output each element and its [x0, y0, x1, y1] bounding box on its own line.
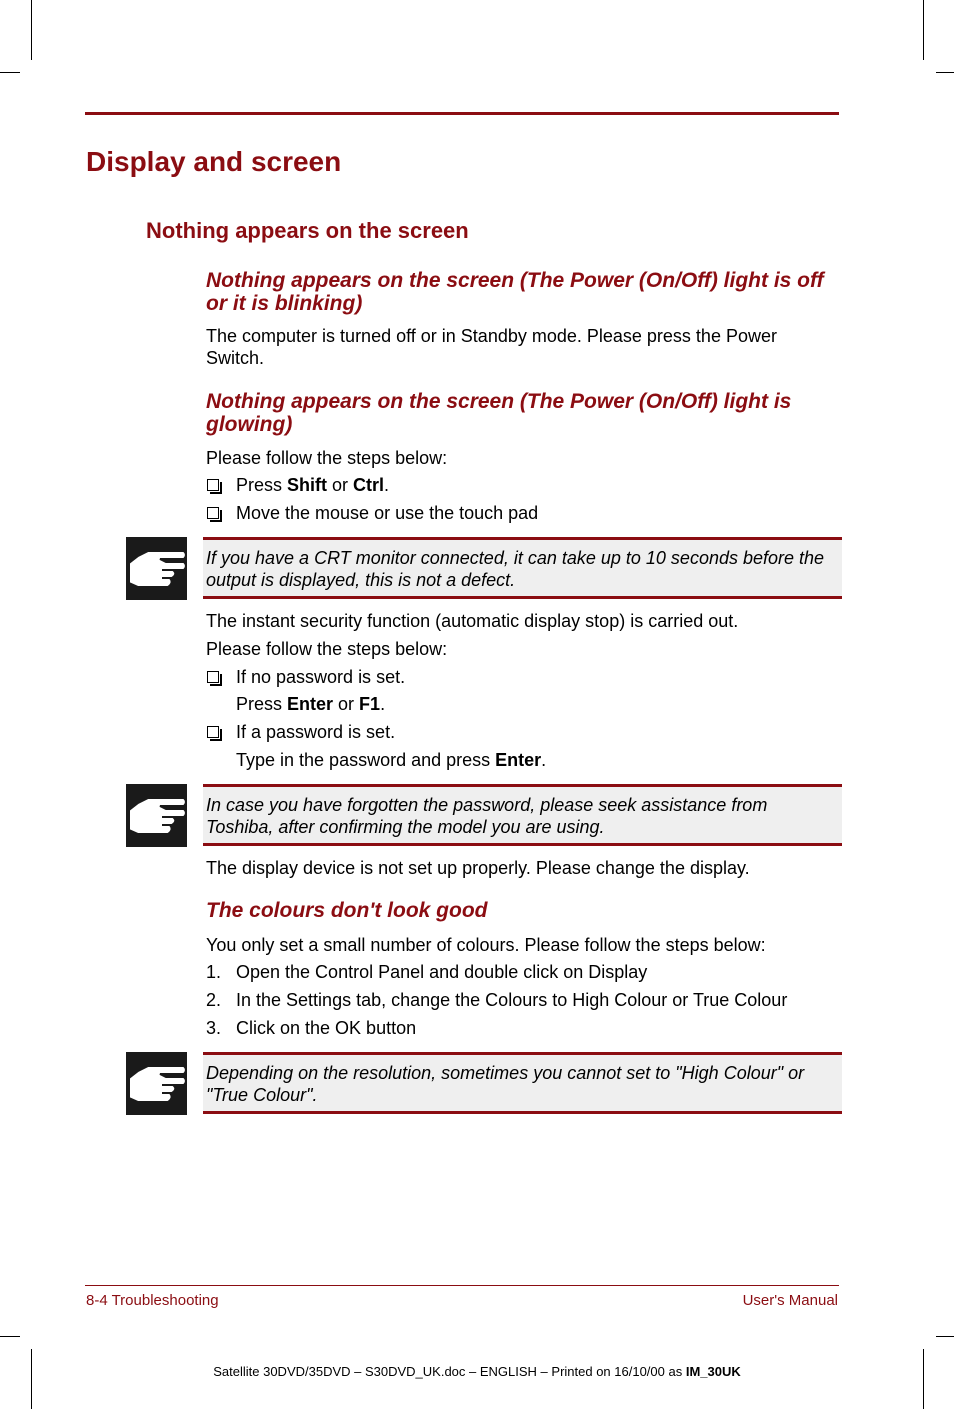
step-number: 3. [206, 1018, 222, 1038]
checkbox-bullet-icon [207, 671, 219, 683]
pointing-hand-icon [126, 1052, 187, 1115]
note-text: If you have a CRT monitor connected, it can take up to 10 seconds before the output is displayed, this is not a defect. [206, 548, 825, 590]
checkbox-bullet-icon [207, 726, 219, 738]
paragraph-security: The instant security function (automatic display stop) is carried out. [206, 611, 739, 631]
list-item-detail: Type in the password and press Enter. [236, 750, 547, 770]
pointing-hand-icon [126, 784, 187, 847]
step-text: In the Settings tab, change the Colours to High Colour or True Colour [236, 990, 788, 1010]
list-item-detail: Press Enter or F1. [236, 694, 386, 714]
footer-rule [85, 1285, 839, 1286]
subsection-title-power-off: Nothing appears on the screen (The Power (On/Off) light is off or it is blinking) [206, 269, 824, 315]
footer-manual-label: User's Manual [742, 1292, 838, 1309]
step-number: 1. [206, 962, 222, 982]
paragraph-steps-intro: Please follow the steps below: [206, 448, 448, 468]
subsection-title-colours: The colours don't look good [206, 899, 488, 922]
note-text: In case you have forgotten the password, please seek assistance from Toshiba, after confirming the model you are using. [206, 795, 768, 837]
crop-mark [0, 72, 20, 73]
list-item: Move the mouse or use the touch pad [236, 503, 539, 523]
print-info: Satellite 30DVD/35DVD – S30DVD_UK.doc – ENGLISH – Printed on 16/10/00 as IM_30UK [213, 1364, 741, 1379]
header-rule [85, 112, 839, 115]
step-number: 2. [206, 990, 222, 1010]
note-box [203, 537, 842, 599]
note-box [203, 784, 842, 846]
crop-mark [936, 1336, 954, 1337]
step-text: Open the Control Panel and double click on Display [236, 962, 648, 982]
footer-page-label: 8-4 Troubleshooting [86, 1292, 219, 1309]
list-item: If no password is set. [236, 667, 406, 687]
paragraph-display-device: The display device is not set up properly. Please change the display. [206, 858, 750, 878]
checkbox-bullet-icon [207, 507, 219, 519]
crop-mark [0, 1336, 20, 1337]
note-box [203, 1052, 842, 1114]
paragraph-colours-intro: You only set a small number of colours. Please follow the steps below: [206, 935, 766, 955]
crop-mark [31, 1349, 32, 1409]
crop-mark [31, 0, 32, 60]
pointing-hand-icon [126, 537, 187, 600]
crop-mark [923, 1349, 924, 1409]
step-text: Click on the OK button [236, 1018, 417, 1038]
subsection-title-power-glowing: Nothing appears on the screen (The Power (On/Off) light is glowing) [206, 390, 792, 436]
crop-mark [923, 0, 924, 60]
section-heading: Nothing appears on the screen [146, 218, 469, 243]
page-title: Display and screen [86, 146, 342, 177]
list-item: If a password is set. [236, 722, 396, 742]
paragraph-steps-intro: Please follow the steps below: [206, 639, 448, 659]
note-text: Depending on the resolution, sometimes you cannot set to "High Colour" or "True Colour". [206, 1063, 805, 1105]
crop-mark [936, 72, 954, 73]
paragraph-standby: The computer is turned off or in Standby mode. Please press the Power Switch. [206, 326, 777, 368]
list-item: Press Shift or Ctrl. [236, 475, 390, 495]
checkbox-bullet-icon [207, 479, 219, 491]
